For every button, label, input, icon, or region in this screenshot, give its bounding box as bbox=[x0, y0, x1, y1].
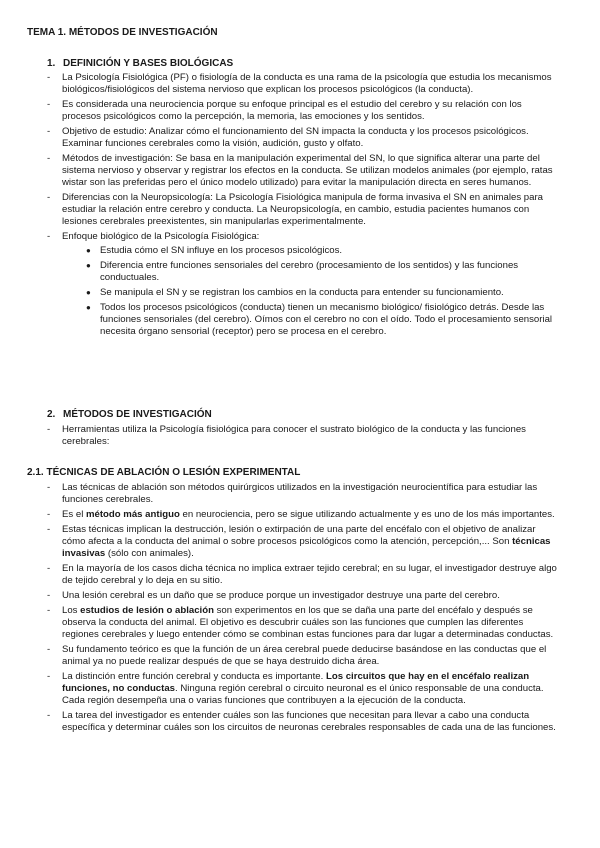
bullet-item: ● Estudia cómo el SN influye en los procesos psicológicos. bbox=[62, 245, 560, 257]
list-item: - Métodos de investigación: Se basa en la manipulación experimental del SN, lo que significa alterar una parte del sistema nervioso y observar y registrar los efectos en la conducta. Se utilizan modelos animales (por ejemplo, ratas wistar son las preferidas pero el único modelo utilizado) para evitar la manipulación directa en seres humanos. bbox=[0, 153, 560, 189]
text-run: (sólo con animales). bbox=[105, 548, 194, 559]
text-run: . Ninguna región cerebral o circuito neuronal es el único responsable de una conducta. Cada región desempeña una o varias funciones que contribuyen a la ejecución de la conducta. bbox=[62, 683, 544, 706]
list-item-label: Enfoque biológico de la Psicología Fisiológica: bbox=[62, 231, 260, 242]
text-run: La distinción entre función cerebral y conducta es importante. bbox=[62, 671, 326, 682]
list-item: - Su fundamento teórico es que la función de un área cerebral puede deducirse basándose en las conductas que el animal ya no puede realizar después de que se haya destruido dicha área. bbox=[0, 644, 560, 668]
text-run: en neurociencia, pero se sigue utilizando actualmente y es uno de los más importantes. bbox=[179, 509, 555, 520]
section-2-heading bbox=[47, 409, 212, 421]
section-2-1-heading: 2.1. TÉCNICAS DE ABLACIÓN O LESIÓN EXPERIMENTAL bbox=[27, 467, 301, 478]
text-run: Es el bbox=[62, 509, 86, 520]
section-1-title: DEFINICIÓN Y BASES BIOLÓGICAS bbox=[63, 58, 234, 69]
list-item: - En la mayoría de los casos dicha técnica no implica extraer tejido cerebral; en su lugar, el investigador destruye algo de tejido cerebral y lo deja en su sitio. bbox=[0, 563, 560, 587]
text-run: Los bbox=[62, 605, 81, 616]
section-2-list bbox=[0, 424, 560, 451]
text-run: Estas técnicas implican la destrucción, lesión o extirpación de una parte del encéfalo con el objetivo de analizar cómo afecta a la conducta del animal o sobre procesos psicológicos como la atención, percepción,... Son bbox=[62, 524, 536, 547]
section-2-1-list bbox=[0, 482, 560, 737]
list-item: - Herramientas utiliza la Psicología fisiológica para conocer el sustrato biológico de la conducta y las funciones cerebrales: bbox=[0, 424, 560, 448]
bullet-item: ● Diferencia entre funciones sensoriales del cerebro (procesamiento de los sentidos) y las funciones conductuales. bbox=[62, 260, 560, 284]
bold-text: método más antiguo bbox=[86, 509, 180, 520]
list-item bbox=[0, 671, 560, 707]
list-item: - Las técnicas de ablación son métodos quirúrgicos utilizados en la investigación neurocientífica para estudiar las funciones cerebrales. bbox=[0, 482, 560, 506]
bullet-item: ● Todos los procesos psicológicos (conducta) tienen un mecanismo biológico/ fisiológico detrás. Desde las funciones sensoriales (del cerebro). Oímos con el cerebro no con el oído. Todo el procesamiento sensorial necesita órgano sensorial (receptor) pero se procesa en el cerebro. bbox=[62, 302, 560, 338]
section-2-title: MÉTODOS DE INVESTIGACIÓN bbox=[63, 409, 212, 420]
bullet-list bbox=[62, 245, 560, 338]
list-item: - La tarea del investigador es entender cuáles son las funciones que necesitan para llevar a cabo una conducta específica y determinar cuáles son los circuitos de neuronas cerebrales responsables de cada una de las funciones. bbox=[0, 710, 560, 734]
list-item: - La Psicología Fisiológica (PF) o fisiología de la conducta es una rama de la psicología que estudia los mecanismos biológicos/fisiológicos del sistema nervioso que explican los procesos psicológicos (la conducta). bbox=[0, 72, 560, 96]
list-item bbox=[0, 605, 560, 641]
list-item: - Objetivo de estudio: Analizar cómo el funcionamiento del SN impacta la conducta y los procesos psicológicos. Examinar funciones cerebrales como la visión, audición, gusto y olfato. bbox=[0, 126, 560, 150]
bold-text: técnicas invasivas bbox=[62, 536, 551, 559]
list-item: - Diferencias con la Neuropsicología: La Psicología Fisiológica manipula de forma invasiva el SN en animales para estudiar la relación entre cerebro y conducta. La Neuropsicología, en cambio, estudia pacientes humanos con lesiones cerebrales preexistentes, sin manipularlas experimentalmente. bbox=[0, 192, 560, 228]
text-run: son experimentos en los que se daña una parte del encéfalo y después se observa la conducta del animal. El objetivo es descubrir cuáles son las funciones que cumplen las diferentes regiones cerebrales y luego entender cómo se combinan estas funciones para dar lugar a determinadas conductas. bbox=[62, 605, 554, 640]
section-1-heading bbox=[47, 58, 233, 70]
document-title: TEMA 1. MÉTODOS DE INVESTIGACIÓN bbox=[27, 27, 218, 38]
list-item bbox=[0, 509, 560, 521]
section-1-number: 1. bbox=[47, 58, 56, 69]
section-1-list bbox=[0, 72, 560, 341]
list-item: - Una lesión cerebral es un daño que se produce porque un investigador destruye una parte del cerebro. bbox=[0, 590, 560, 602]
section-2-number: 2. bbox=[47, 409, 56, 420]
bullet-item: ● Se manipula el SN y se registran los cambios en la conducta para entender su funcionamiento. bbox=[62, 287, 560, 299]
list-item: - Es considerada una neurociencia porque su enfoque principal es el estudio del cerebro y su relación con los procesos psicológicos como la percepción, la memoria, las emociones y los sentidos. bbox=[0, 99, 560, 123]
list-item bbox=[0, 524, 560, 560]
bold-text: estudios de lesión o ablación bbox=[80, 605, 214, 616]
list-item-enfoque bbox=[0, 231, 560, 338]
bold-text: Los circuitos que hay en el encéfalo realizan funciones, no conductas bbox=[62, 671, 530, 694]
